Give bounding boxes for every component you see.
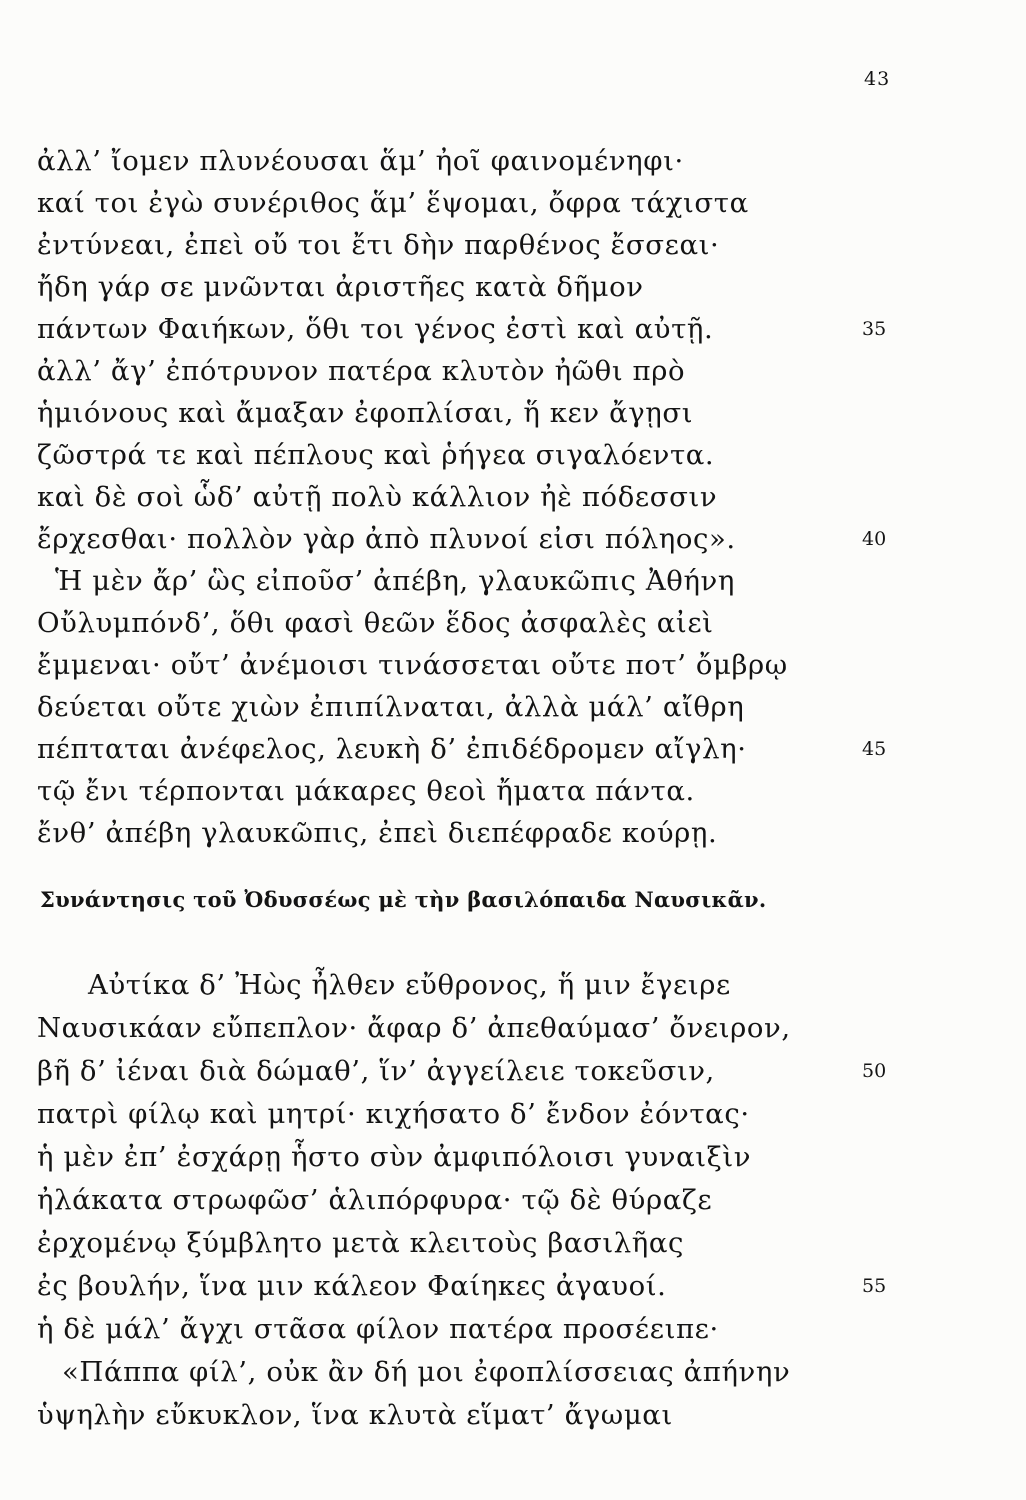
- verse-line: ἔρχεσθαι· πολλὸν γὰρ ἀπὸ πλυνοί εἰσι πόληος».: [37, 523, 736, 555]
- verse-line: ἀλλ’ ἴομεν πλυνέουσαι ἅμ’ ἠοῖ φαινομένηφι·: [37, 145, 684, 177]
- verse-line: ἤδη γάρ σε μνῶνται ἀριστῆες κατὰ δῆμον: [37, 271, 644, 303]
- verse-line: βῆ δ’ ἰέναι διὰ δώμαθ’, ἵν’ ἀγγείλειε τοκεῦσιν,: [37, 1055, 715, 1087]
- verse-line: Ἡ μὲν ἄρ’ ὣς εἰποῦσ’ ἀπέβη, γλαυκῶπις Ἀθήνη: [55, 565, 735, 597]
- line-number: 50: [862, 1060, 887, 1082]
- verse-line: ἡ μὲν ἐπ’ ἐσχάρῃ ἧστο σὺν ἀμφιπόλοισι γυναιξὶν: [37, 1141, 752, 1173]
- verse-line: ἔμμεναι· οὔτ’ ἀνέμοισι τινάσσεται οὔτε ποτ’ ὄμβρῳ: [37, 649, 788, 681]
- verse-line: «Πάππα φίλ’, οὐκ ἂν δή μοι ἐφοπλίσσειας ἀπήνην: [62, 1356, 791, 1388]
- verse-line: πάντων Φαιήκων, ὅθι τοι γένος ἐστὶ καὶ αὐτῇ.: [37, 313, 714, 345]
- line-number: 45: [862, 738, 887, 760]
- verse-line: καὶ δὲ σοὶ ὧδ’ αὐτῇ πολὺ κάλλιον ἠὲ πόδεσσιν: [37, 481, 718, 513]
- line-number: 55: [862, 1275, 887, 1297]
- verse-line: ἐντύνεαι, ἐπεὶ οὔ τοι ἔτι δὴν παρθένος ἔσσεαι·: [37, 229, 720, 261]
- section-heading: Συνάντησις τοῦ Ὀδυσσέως μὲ τὴν βασιλόπαιδα Ναυσικᾶν.: [40, 887, 767, 912]
- verse-line: ἔνθ’ ἀπέβη γλαυκῶπις, ἐπεὶ διεπέφραδε κούρῃ.: [37, 817, 718, 849]
- verse-line: ἐς βουλήν, ἵνα μιν κάλεον Φαίηκες ἀγαυοί.: [37, 1270, 667, 1302]
- verse-line: ἡμιόνους καὶ ἄμαξαν ἐφοπλίσαι, ἥ κεν ἄγῃσι: [37, 397, 694, 429]
- verse-line: τῷ ἔνι τέρπονται μάκαρες θεοὶ ἤματα πάντα.: [37, 775, 695, 807]
- verse-line: ὑψηλὴν εὔκυκλον, ἵνα κλυτὰ εἵματ’ ἄγωμαι: [37, 1399, 673, 1431]
- line-number: 35: [862, 318, 887, 340]
- line-number: 40: [862, 528, 887, 550]
- verse-line: ἠλάκατα στρωφῶσ’ ἁλιπόρφυρα· τῷ δὲ θύραζε: [37, 1184, 713, 1216]
- verse-line: καί τοι ἐγὼ συνέριθος ἅμ’ ἕψομαι, ὄφρα τάχιστα: [37, 187, 749, 219]
- verse-line: ἡ δὲ μάλ’ ἄγχι στᾶσα φίλον πατέρα προσέειπε·: [37, 1313, 719, 1345]
- verse-line: δεύεται οὔτε χιὼν ἐπιπίλναται, ἀλλὰ μάλ’ αἴθρη: [37, 691, 745, 723]
- verse-line: Αὐτίκα δ’ Ἠὼς ἦλθεν εὔθρονος, ἥ μιν ἔγειρε: [88, 969, 731, 1001]
- page-number: 43: [864, 68, 891, 90]
- verse-line: ζῶστρά τε καὶ πέπλους καὶ ῥήγεα σιγαλόεντα.: [37, 439, 715, 471]
- verse-line: Οὔλυμπόνδ’, ὅθι φασὶ θεῶν ἕδος ἀσφαλὲς αἰεὶ: [37, 607, 714, 639]
- verse-line: πατρὶ φίλῳ καὶ μητρί· κιχήσατο δ’ ἔνδον ἐόντας·: [37, 1098, 750, 1130]
- verse-line: Ναυσικάαν εὔπεπλον· ἄφαρ δ’ ἀπεθαύμασ’ ὄνειρον,: [37, 1012, 791, 1044]
- verse-line: ἀλλ’ ἄγ’ ἐπότρυνον πατέρα κλυτὸν ἠῶθι πρὸ: [37, 355, 686, 387]
- verse-line: πέπταται ἀνέφελος, λευκὴ δ’ ἐπιδέδρομεν αἴγλη·: [37, 733, 747, 765]
- verse-line: ἐρχομένῳ ξύμβλητο μετὰ κλειτοὺς βασιλῆας: [37, 1227, 685, 1259]
